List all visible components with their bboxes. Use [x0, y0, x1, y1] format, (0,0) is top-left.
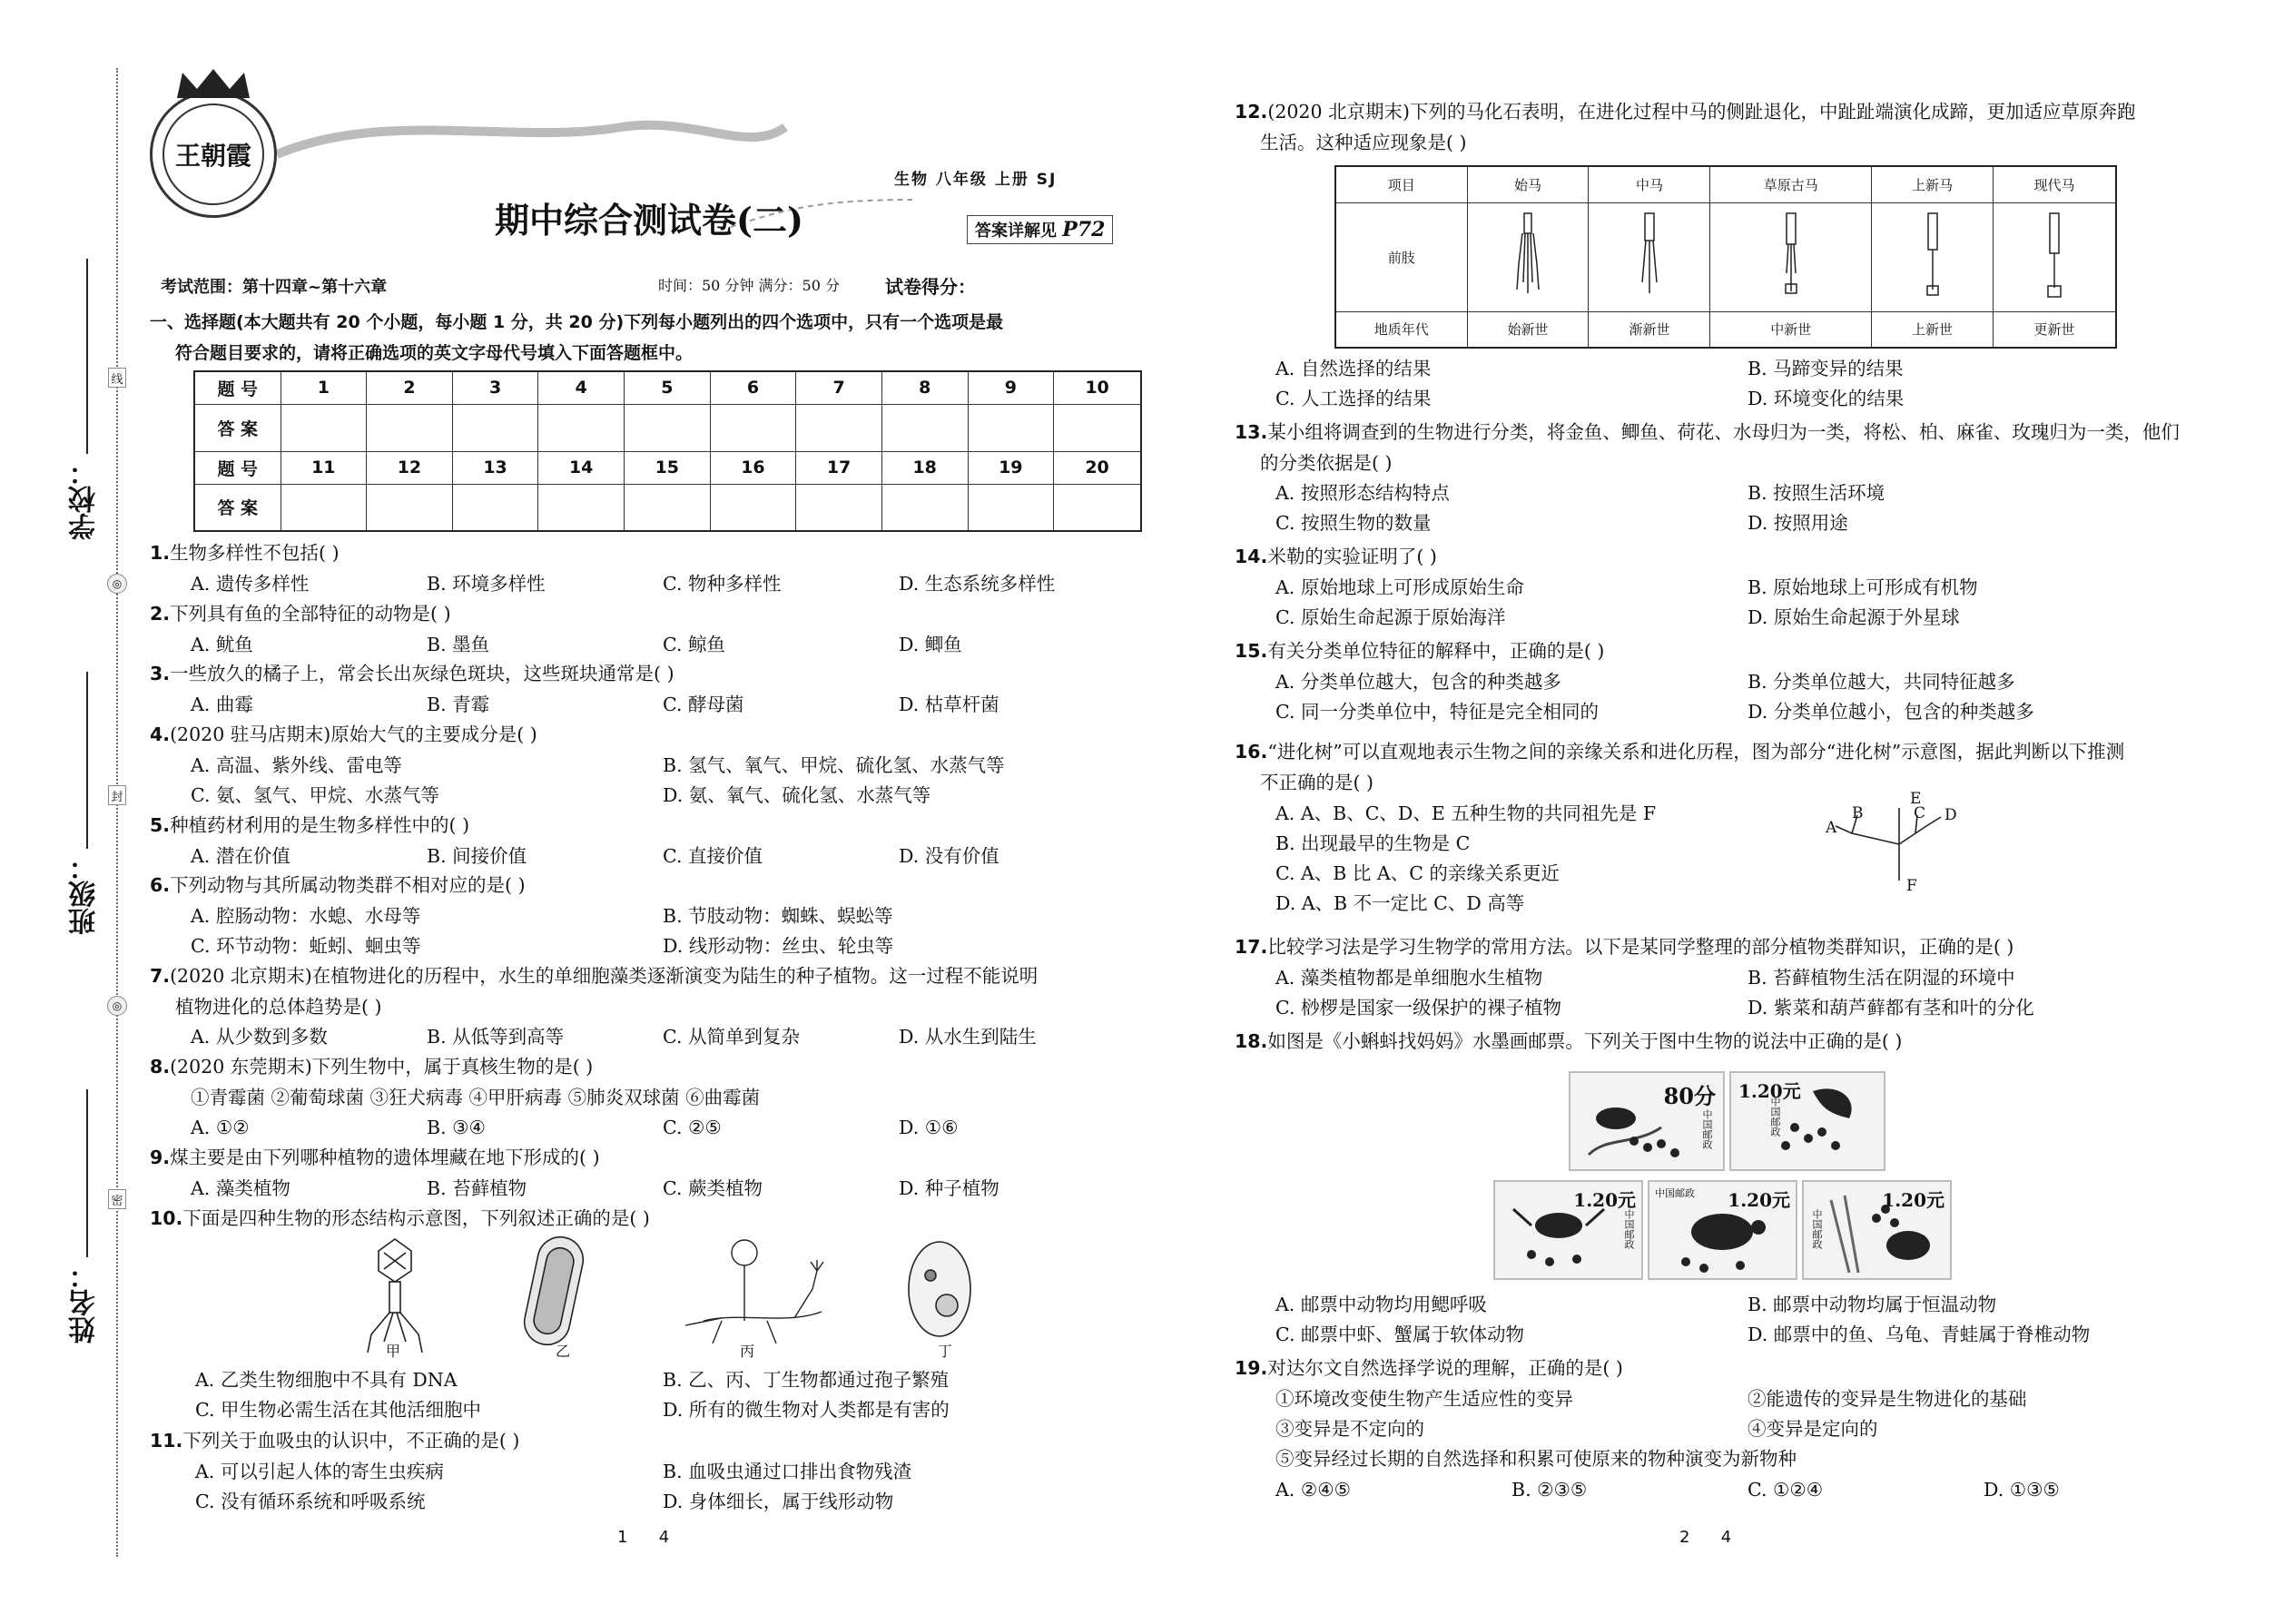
answer-cell[interactable] [625, 404, 711, 451]
option[interactable]: A. 腔肠动物：水螅、水母等 [191, 905, 421, 927]
option[interactable]: D. 线形动物：丝虫、轮虫等 [663, 935, 894, 957]
option[interactable]: C. ①②④ [1748, 1479, 1824, 1501]
stamp-value: 1.20元 [1738, 1080, 1801, 1102]
cut-line [116, 68, 118, 1557]
right-page [1235, 0, 2238, 1624]
answer-cell[interactable] [452, 484, 538, 531]
answer-cell[interactable] [968, 404, 1054, 451]
question-stem: 一些放久的橘子上，常会长出灰绿色斑块，这些斑块通常是( ) [170, 663, 674, 684]
question-stem: “进化树”可以直观地表示生物之间的亲缘关系和进化历程，图为部分“进化树”示意图，据此判断以下推测 [1267, 741, 2125, 763]
option[interactable]: D. 环境变化的结果 [1748, 388, 1905, 409]
table-header: 中马 [1589, 166, 1710, 202]
stamp-country: 中国邮政 [1623, 1209, 1635, 1249]
option[interactable]: B. 苔藓植物 [427, 1177, 527, 1199]
question-number: 15. [1235, 640, 1268, 662]
question-stem: 有关分类单位特征的解释中，正确的是( ) [1267, 640, 1605, 662]
subject-tag: 生物 八年级 上册 SJ [894, 171, 1058, 189]
question-stem: (2020 东莞期末)下列生物中，属于真核生物的是( ) [170, 1056, 594, 1078]
class-label: 班级： [69, 853, 101, 935]
tree-label-e: E [1910, 790, 1922, 808]
section-instructions-2: 符合题目要求的，请将正确选项的英文字母代号填入下面答题框中。 [175, 343, 694, 363]
question-number: 19. [1235, 1357, 1268, 1379]
answer-ref-prefix: 答案详解见 [975, 221, 1057, 241]
era-cell: 始新世 [1467, 311, 1589, 348]
option[interactable]: A. ①② [191, 1117, 250, 1138]
statement: ④变异是定向的 [1748, 1418, 1878, 1440]
statement: ⑤变异经过长期的自然选择和积累可使原来的物种演变为新物种 [1275, 1448, 1797, 1470]
grid-q-label: 题 号 [194, 451, 281, 484]
horse-fossil-table [1334, 165, 2117, 349]
question-16-cont: 不正确的是( ) [1260, 772, 1374, 793]
option[interactable]: A. 按照形态结构特点 [1275, 482, 1450, 504]
answer-cell[interactable] [1054, 484, 1141, 531]
virus-drawing [368, 1239, 422, 1353]
option[interactable]: D. 生态系统多样性 [899, 573, 1056, 595]
bacterium-drawing [520, 1235, 587, 1349]
era-cell: 更新世 [1994, 311, 2116, 348]
table-header: 上新马 [1872, 166, 1994, 202]
option[interactable]: B. 氢气、氧气、甲烷、硫化氢、水蒸气等 [663, 754, 1005, 776]
option[interactable]: B. 乙、丙、丁生物都通过孢子繁殖 [663, 1369, 950, 1391]
question-number: 18. [1235, 1030, 1268, 1052]
option[interactable]: B. 从低等到高等 [427, 1026, 565, 1048]
microbe-illustrations [359, 1235, 1085, 1366]
page-number: 2 4 [1679, 1528, 1732, 1547]
option[interactable]: A. A、B、C、D、E 五种生物的共同祖先是 F [1275, 802, 1657, 824]
page-title: 期中综合测试卷(二) [495, 200, 803, 241]
option[interactable]: A. 可以引起人体的寄生虫疾病 [195, 1461, 444, 1482]
grid-q-num: 10 [1054, 371, 1141, 404]
option[interactable]: D. 种子植物 [899, 1177, 999, 1199]
question-stem: (2020 北京期末)下列的马化石表明，在进化过程中马的侧趾退化，中趾趾端演化成蹄，更加适应草原奔跑 [1267, 101, 2136, 123]
fig-label-bing: 丙 [740, 1343, 755, 1360]
question-stem: 米勒的实验证明了( ) [1267, 546, 1437, 567]
question-5 [150, 810, 1153, 841]
question-14 [1235, 541, 2238, 572]
tree-label-d: D [1944, 806, 1957, 824]
option[interactable]: C. 没有循环系统和呼吸系统 [195, 1491, 426, 1512]
left-page [150, 0, 1153, 1624]
stamp-value: 1.20元 [1728, 1189, 1790, 1211]
score-label: 试卷得分： [885, 276, 976, 298]
stamp-5 [1802, 1180, 1952, 1280]
forelimb-icon [1631, 210, 1668, 300]
option[interactable]: B. 节肢动物：蜘蛛、蜈蚣等 [663, 905, 893, 927]
question-13-cont: 的分类依据是( ) [1260, 452, 1393, 474]
stamp-value: 1.20元 [1573, 1189, 1636, 1211]
answer-cell[interactable] [538, 404, 625, 451]
grid-q-num: 5 [625, 371, 711, 404]
question-stem: 比较学习法是学习生物学的常用方法。以下是某同学整理的部分植物类群知识，正确的是( ) [1267, 936, 2014, 958]
grid-q-label: 题 号 [194, 371, 281, 404]
option[interactable]: C. 桫椤是国家一级保护的裸子植物 [1275, 997, 1561, 1019]
statement: ①环境改变使生物产生适应性的变异 [1275, 1388, 1573, 1410]
option[interactable]: C. 人工选择的结果 [1275, 388, 1432, 409]
question-number: 12. [1235, 101, 1268, 123]
answer-cell[interactable] [452, 404, 538, 451]
question-16 [1235, 736, 2238, 767]
question-7 [150, 960, 1153, 991]
hole-icon: ◎ [107, 574, 127, 594]
question-number: 17. [1235, 936, 1268, 958]
option[interactable]: D. 枯草杆菌 [899, 694, 999, 715]
stamp-4 [1648, 1180, 1797, 1280]
mold-drawing [685, 1240, 823, 1343]
stamp-country: 中国邮政 [1701, 1109, 1713, 1149]
grid-q-num: 17 [796, 451, 882, 484]
question-12 [1235, 96, 2238, 127]
answer-ref-page: P72 [1062, 218, 1106, 241]
table-header: 现代马 [1994, 166, 2116, 202]
grid-q-num: 12 [367, 451, 453, 484]
answer-cell[interactable] [367, 404, 453, 451]
seal-char-2: 封 [108, 785, 126, 805]
option[interactable]: C. 直接价值 [663, 845, 763, 867]
grid-q-num: 14 [538, 451, 625, 484]
option[interactable]: D. 氨、氧气、硫化氢、水蒸气等 [663, 784, 931, 806]
answer-cell[interactable] [881, 484, 968, 531]
question-13 [1235, 417, 2238, 448]
section-instructions-1: 一、选择题(本大题共有 20 个小题，每小题 1 分，共 20 分)下列每小题列出的四个选项中，只有一个选项是最 [150, 312, 1004, 332]
row-label: 地质年代 [1335, 311, 1467, 348]
grid-q-num: 13 [452, 451, 538, 484]
answer-cell[interactable] [1054, 404, 1141, 451]
seal-char-3: 密 [108, 1189, 126, 1209]
logo-text: 王朝霞 [162, 103, 264, 205]
grid-q-num: 4 [538, 371, 625, 404]
question-stem: (2020 北京期末)在植物进化的历程中，水生的单细胞藻类逐渐演变为陆生的种子植物。这一过程不能说明 [170, 965, 1039, 987]
question-7-cont: 植物进化的总体趋势是( ) [175, 996, 382, 1018]
option[interactable]: C. 物种多样性 [663, 573, 782, 595]
table-header: 草原古马 [1710, 166, 1872, 202]
answer-cell[interactable] [796, 484, 882, 531]
option[interactable]: D. 身体细长，属于线形动物 [663, 1491, 894, 1512]
forelimb-icon [1915, 210, 1951, 300]
question-6 [150, 870, 1153, 901]
option[interactable]: C. 氨、氢气、甲烷、水蒸气等 [191, 784, 439, 806]
option[interactable]: A. 鱿鱼 [191, 634, 253, 655]
page-number: 1 4 [617, 1528, 670, 1547]
option[interactable]: C. 酵母菌 [663, 694, 744, 715]
option[interactable]: D. 原始生命起源于外星球 [1748, 606, 1960, 628]
option[interactable]: B. 间接价值 [427, 845, 527, 867]
option[interactable]: A. ②④⑤ [1275, 1479, 1351, 1501]
option[interactable]: C. 同一分类单位中，特征是完全相同的 [1275, 701, 1599, 723]
question-15 [1235, 635, 2238, 666]
question-number: 13. [1235, 421, 1268, 443]
question-number: 7. [150, 965, 171, 987]
option[interactable]: A. 邮票中动物均用鳃呼吸 [1275, 1294, 1487, 1315]
option[interactable]: B. 苔藓植物生活在阴湿的环境中 [1748, 967, 2015, 989]
answer-reference [967, 215, 1113, 244]
option[interactable]: A. 藻类植物都是单细胞水生植物 [1275, 967, 1543, 989]
option[interactable]: D. 紫菜和葫芦藓都有茎和叶的分化 [1748, 997, 2034, 1019]
option[interactable]: D. ①③⑤ [1984, 1479, 2060, 1501]
table-header: 始马 [1467, 166, 1589, 202]
grid-q-num: 19 [968, 451, 1054, 484]
grid-q-num: 18 [881, 451, 968, 484]
answer-cell[interactable] [710, 404, 796, 451]
answer-cell[interactable] [796, 404, 882, 451]
question-stem: 如图是《小蝌蚪找妈妈》水墨画邮票。下列关于图中生物的说法中正确的是( ) [1267, 1030, 1903, 1052]
option[interactable]: D. 分类单位越小，包含的种类越多 [1748, 701, 2034, 723]
grid-q-num: 15 [625, 451, 711, 484]
fig-label-jia: 甲 [386, 1343, 401, 1360]
table-header: 项目 [1335, 166, 1467, 202]
grid-q-num: 3 [452, 371, 538, 404]
forelimb-cell [1589, 202, 1710, 311]
seal-char-1: 线 [108, 368, 126, 388]
question-number: 2. [150, 603, 171, 625]
question-19 [1235, 1353, 2238, 1383]
school-label: 学校： [69, 458, 101, 540]
grid-q-num: 2 [367, 371, 453, 404]
stamp-country: 中国邮政 [1811, 1209, 1823, 1249]
answer-grid [193, 370, 1142, 532]
option[interactable]: A. 原始地球上可形成原始生命 [1275, 576, 1524, 598]
binding-margin [0, 0, 127, 1624]
logo-seal [150, 91, 277, 218]
stamp-2 [1729, 1071, 1885, 1171]
option[interactable]: A. 曲霉 [191, 694, 253, 715]
grid-q-num: 8 [881, 371, 968, 404]
option[interactable]: C. ②⑤ [663, 1117, 722, 1138]
option[interactable]: D. 鲫鱼 [899, 634, 962, 655]
question-number: 14. [1235, 546, 1268, 567]
option[interactable]: C. 从简单到复杂 [663, 1026, 800, 1048]
question-number: 10. [150, 1207, 183, 1229]
option[interactable]: A. 遗传多样性 [191, 573, 310, 595]
question-2 [150, 598, 1153, 629]
answer-cell[interactable] [281, 404, 367, 451]
fig-label-yi: 乙 [556, 1343, 571, 1360]
exam-scope: 考试范围：第十四章~第十六章 [161, 278, 388, 297]
option[interactable]: B. 邮票中动物均属于恒温动物 [1748, 1294, 1997, 1315]
grid-q-num: 6 [710, 371, 796, 404]
name-label: 姓名： [69, 1262, 101, 1343]
question-stem: 煤主要是由下列哪种植物的遗体埋藏在地下形成的( ) [170, 1147, 600, 1168]
question-stem: 种植药材利用的是生物多样性中的( ) [170, 814, 470, 836]
question-stem: 某小组将调查到的生物进行分类，将金鱼、鲫鱼、荷花、水母归为一类，将松、柏、麻雀、玫瑰归为一类，他们 [1267, 421, 2180, 443]
option[interactable]: B. 出现最早的生物是 C [1275, 832, 1471, 854]
question-stem: 下列动物与其所属动物类群不相对应的是( ) [170, 874, 526, 896]
school-write-line [86, 259, 88, 454]
question-1 [150, 537, 1153, 568]
grid-q-num: 11 [281, 451, 367, 484]
era-cell: 渐新世 [1589, 311, 1710, 348]
question-number: 6. [150, 874, 171, 896]
option[interactable]: C. 甲生物必需生活在其他活细胞中 [195, 1399, 481, 1421]
answer-cell[interactable] [968, 484, 1054, 531]
question-stem: (2020 驻马店期末)原始大气的主要成分是( ) [170, 723, 537, 745]
grid-q-num: 1 [281, 371, 367, 404]
option[interactable]: B. 青霉 [427, 694, 490, 715]
question-number: 4. [150, 723, 171, 745]
forelimb-icon [1773, 210, 1809, 300]
forelimb-cell [1467, 202, 1589, 311]
option[interactable]: D. 邮票中的鱼、乌龟、青蛙属于脊椎动物 [1748, 1324, 2091, 1345]
forelimb-cell [1994, 202, 2116, 311]
option[interactable]: B. 分类单位越大，共同特征越多 [1748, 671, 2015, 693]
option[interactable]: B. 原始地球上可形成有机物 [1748, 576, 1978, 598]
crown-icon [170, 65, 257, 102]
question-8 [150, 1051, 1153, 1082]
hole-icon: ◎ [107, 996, 127, 1016]
forelimb-cell [1710, 202, 1872, 311]
option[interactable]: A. 分类单位越大，包含的种类越多 [1275, 671, 1561, 693]
option[interactable]: C. 鲸鱼 [663, 634, 725, 655]
question-number: 9. [150, 1147, 171, 1168]
answer-cell[interactable] [281, 484, 367, 531]
option[interactable]: C. 环节动物：蚯蚓、蛔虫等 [191, 935, 421, 957]
option[interactable]: B. 马蹄变异的结果 [1748, 358, 1904, 379]
answer-cell[interactable] [538, 484, 625, 531]
question-8-items: ①青霉菌 ②葡萄球菌 ③狂犬病毒 ④甲肝病毒 ⑤肺炎双球菌 ⑥曲霉菌 [191, 1087, 761, 1108]
question-number: 16. [1235, 741, 1268, 763]
tree-label-b: B [1852, 804, 1864, 822]
forelimb-icon [2036, 210, 2072, 300]
grid-q-num: 7 [796, 371, 882, 404]
grid-q-num: 16 [710, 451, 796, 484]
stamp-3 [1493, 1180, 1643, 1280]
option[interactable]: D. 所有的微生物对人类都是有害的 [663, 1399, 950, 1421]
question-number: 5. [150, 814, 171, 836]
stamp-country: 中国邮政 [1655, 1187, 1695, 1199]
answer-cell[interactable] [710, 484, 796, 531]
forelimb-icon [1510, 210, 1546, 300]
grid-a-label: 答 案 [194, 484, 281, 531]
statement: ③变异是不定向的 [1275, 1418, 1424, 1440]
question-stem: 下面是四种生物的形态结构示意图，下列叙述正确的是( ) [182, 1207, 650, 1229]
question-9 [150, 1142, 1153, 1173]
question-18 [1235, 1026, 2238, 1057]
option[interactable]: D. 没有价值 [899, 845, 999, 867]
grid-a-label: 答 案 [194, 404, 281, 451]
answer-cell[interactable] [881, 404, 968, 451]
option[interactable]: C. 邮票中虾、蟹属于软体动物 [1275, 1324, 1524, 1345]
row-label: 前肢 [1335, 202, 1467, 311]
option[interactable]: B. 血吸虫通过口排出食物残渣 [663, 1461, 912, 1482]
stamp-value: 1.20元 [1882, 1189, 1944, 1211]
option[interactable]: B. 墨鱼 [427, 634, 490, 655]
statement: ②能遗传的变异是生物进化的基础 [1748, 1388, 2027, 1410]
time-score: 时间：50 分钟 满分：50 分 [658, 277, 840, 294]
question-17 [1235, 931, 2238, 962]
stamp-value: 80分 [1663, 1083, 1716, 1109]
question-stem: 下列具有鱼的全部特征的动物是( ) [170, 603, 451, 625]
tree-label-c: C [1914, 804, 1926, 822]
option[interactable]: C. 蕨类植物 [663, 1177, 763, 1199]
question-number: 8. [150, 1056, 171, 1078]
option[interactable]: C. 按照生物的数量 [1275, 512, 1432, 534]
question-number: 11. [150, 1430, 183, 1452]
answer-cell[interactable] [625, 484, 711, 531]
q10-figure [359, 1235, 1085, 1366]
question-3 [150, 658, 1153, 689]
era-cell: 中新世 [1710, 311, 1872, 348]
option[interactable]: C. A、B 比 A、C 的亲缘关系更近 [1275, 862, 1560, 884]
grid-q-num: 9 [968, 371, 1054, 404]
option[interactable]: A. 乙类生物细胞中不具有 DNA [195, 1369, 458, 1391]
stamp-1 [1569, 1071, 1725, 1171]
class-write-line [86, 672, 88, 849]
question-4 [150, 719, 1153, 750]
yeast-drawing [909, 1242, 970, 1336]
question-number: 1. [150, 542, 171, 564]
question-stem: 对达尔文自然选择学说的理解，正确的是( ) [1267, 1357, 1623, 1379]
fig-label-ding: 丁 [938, 1343, 953, 1360]
question-11 [150, 1425, 1153, 1456]
option[interactable]: A. 潜在价值 [191, 845, 290, 867]
option[interactable]: B. 按照生活环境 [1748, 482, 1885, 504]
option[interactable]: A. 藻类植物 [191, 1177, 290, 1199]
tree-label-f: F [1906, 877, 1917, 895]
option[interactable]: A. 从少数到多数 [191, 1026, 328, 1048]
stamp-country: 中国邮政 [1769, 1097, 1781, 1137]
question-number: 3. [150, 663, 171, 684]
option[interactable]: D. A、B 不一定比 C、D 高等 [1275, 892, 1525, 914]
option[interactable]: A. 自然选择的结果 [1275, 358, 1432, 379]
grid-q-num: 20 [1054, 451, 1141, 484]
question-stem: 生物多样性不包括( ) [170, 542, 340, 564]
option[interactable]: D. 从水生到陆生 [899, 1026, 1037, 1048]
question-10 [150, 1203, 1153, 1234]
option[interactable]: B. ③④ [427, 1117, 486, 1138]
option[interactable]: B. ②③⑤ [1511, 1479, 1588, 1501]
option[interactable]: C. 原始生命起源于原始海洋 [1275, 606, 1506, 628]
option[interactable]: D. ①⑥ [899, 1117, 959, 1138]
forelimb-cell [1872, 202, 1994, 311]
tree-label-a: A [1826, 819, 1837, 837]
question-stem: 下列关于血吸虫的认识中，不正确的是( ) [182, 1430, 520, 1452]
era-cell: 上新世 [1872, 311, 1994, 348]
question-12-cont: 生活。这种适应现象是( ) [1260, 132, 1467, 153]
option[interactable]: B. 环境多样性 [427, 573, 546, 595]
option[interactable]: D. 按照用途 [1748, 512, 1848, 534]
answer-cell[interactable] [367, 484, 453, 531]
option[interactable]: A. 高温、紫外线、雷电等 [191, 754, 402, 776]
name-write-line [86, 1089, 88, 1257]
